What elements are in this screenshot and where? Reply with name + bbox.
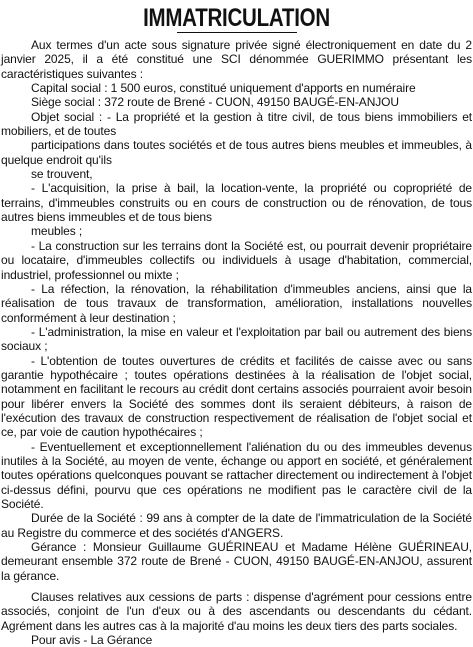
notice-paragraph-credits: - L'obtention de toutes ouvertures de crédits et facilités de caisse avec ou sans garantie hypothécaire ; toutes opérations destinées à la réalisation de l'objet social, notamment en facilitant le recours au crédit dont certains associés pourraient avoir besoin pour libérer envers la Société des sommes dont ils seraient débiteurs, à raison de l'exécution des travaux de construction respectivement de réalisation de l'objet social et ce, par voie de caution hypothécaires ; — [1, 353, 472, 440]
notice-paragraph-gerance: Gérance : Monsieur Guillaume GUÉRINEAU et Madame Hélène GUÉRINEAU, demeurant ensemble 372 route de Brené - CUON, 49150 BAUGÉ-EN-ANJOU, assurent la gérance. — [1, 540, 472, 583]
notice-paragraph-administration: - L'administration, la mise en valeur et l'exploitation par bail ou autrement des biens sociaux ; — [1, 324, 472, 354]
title-underline — [177, 32, 297, 33]
notice-paragraph-objet: Objet social : - La propriété et la gestion à titre civil, de tous biens immobiliers et mobiliers, et de toutes — [1, 109, 472, 139]
notice-paragraph-objet-location: se trouvent, — [31, 167, 93, 182]
notice-paragraph-acquisition: - L'acquisition, la prise à bail, la location-vente, la propriété ou copropriété de terrains, d'immeubles construits ou en cours de construction ou de rénovation, de tous autres biens immeubles et de tous biens — [1, 181, 472, 225]
notice-paragraph-siege: Siège social : 372 route de Brené - CUON, 49150 BAUGÉ-EN-ANJOU — [31, 95, 399, 110]
notice-signature: Pour avis - La Gérance — [31, 633, 153, 647]
notice-paragraph-refection: - La réfection, la rénovation, la réhabilitation d'immeubles anciens, ainsi que la réalisation de tous travaux de transformation, amélioration, installations nouvelles conformément à leur destination ; — [1, 281, 472, 325]
notice-paragraph-capital: Capital social : 1 500 euros, constitué uniquement d'apports en numéraire — [31, 81, 416, 96]
notice-title: IMMATRICULATION — [143, 4, 330, 32]
notice-paragraph-acquisition-meubles: meubles ; — [31, 224, 83, 239]
notice-paragraph-cessions: Clauses relatives aux cessions de parts : dispense d'agrément pour cessions entre associés, conjoint de l'un d'eux ou à des ascendants ou descendants du cédant. Agrément dans les autres cas à la majorité d'au moins les deux tiers des parts sociales. — [1, 590, 472, 633]
notice-paragraph-intro: Aux termes d'un acte sous signature privée signé électroniquement en date du 2 janvier 2025, il a été constitué une SCI dénommée GUERIMMO présentant les caractéristiques suivantes : — [1, 38, 472, 81]
notice-paragraph-alienation: - Eventuellement et exceptionnellement l'aliénation du ou des immeubles devenus inutiles à la Société, au moyen de vente, échange ou apport en société, et généralement toutes opérations quelconques pouvant se rattacher directement ou indirectement à l'objet ci-dessus défini, pourvu que ces opérations ne modifient pas le caractère civil de la Société. — [1, 439, 472, 511]
notice-paragraph-construction: - La construction sur les terrains dont la Société est, ou pourrait devenir propriétaire ou locataire, d'immeubles collectifs ou individuels à usage d'habitation, commercial, industriel, professionnel ou mixte ; — [1, 238, 472, 282]
notice-paragraph-objet-participations: participations dans toutes sociétés et de tous autres biens meubles et immeubles, à quelque endroit qu'ils — [1, 138, 472, 167]
paragraph-gap — [1, 583, 472, 590]
notice-paragraph-duree: Durée de la Société : 99 ans à compter de la date de l'immatriculation de la Société au Registre du commerce et des sociétés d'ANGERS. — [1, 511, 472, 540]
